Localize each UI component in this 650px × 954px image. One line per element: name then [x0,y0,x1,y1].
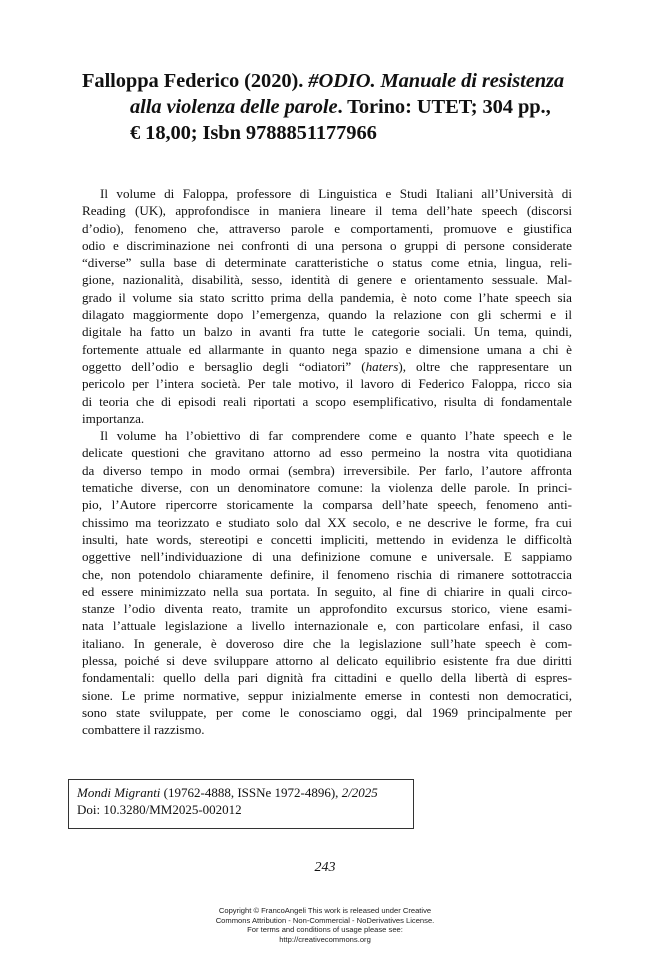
body-line: combattere il razzismo. [82,722,205,738]
body-line: Il volume ha l’obiettivo di far comprendere come e quanto l’hate speech e le [100,428,572,444]
haters-after: ), oltre che rappresentare un [398,358,573,374]
body-line: fondamentali: quello della pari dignità fra cittadini e quello della libertà di espres- [82,670,572,686]
body-line: di teoria che di episodi reali riportati a scopo esemplificativo, risulta di fondamentale [82,393,572,409]
body-line: Reading (UK), approfondisce in maniera lineare il tema dell’hate speech (discorsi [82,203,572,219]
review-body [82,185,572,739]
body-line: tematiche diverse, con un denominatore comune: la violenza delle parole. In princi- [82,480,572,496]
body-line: sione. Le prime normative, seppur inizialmente emerse in contesti non democratici, [82,687,572,703]
license-notice [0,906,650,944]
citation-box [68,779,414,829]
journal-name: Mondi Migranti [77,785,161,800]
license-line: For terms and conditions of usage please see: [247,925,403,935]
haters-term: haters [365,358,399,374]
haters-before: oggetto dell’odio e bersaglio degli “odiatori” ( [82,358,366,374]
body-line [82,358,572,375]
body-line: ed essere minimizzato nella sua portata. In seguito, al fine di chiarire in quali circo- [82,583,572,599]
review-heading [82,68,582,146]
body-line: importanza. [82,410,145,426]
body-line: italiano. In generale, è doveroso dire che la legislazione sull’hate speech è com- [82,635,572,651]
body-line: delicate questioni che gravitano attorno ad esso permeino la nostra vita quotidiana [82,445,572,461]
body-line: che, non potendolo chiaramente definire, il fenomeno rischia di rimanere sottotraccia [82,566,572,582]
body-line: d’odio), fenomeno che, attraverso parole e comportamenti, promuove e giustifica [82,220,572,236]
heading-line-3: € 18,00; Isbn 9788851177966 [130,122,377,144]
body-line: digitale ha fatto un balzo in avanti fra tutte le categorie sociali. Un tema, quindi, [82,324,572,340]
body-line: oggettive nell’individuazione di una definizione comune e universale. E sappiamo [82,549,572,565]
heading-author: Falloppa Federico (2020). [82,70,309,92]
body-line: insulti, hate words, stereotipi e concetti impliciti, mettendo in evidenza le difficoltà [82,531,572,547]
body-line: chissimo ma teorizzato e studiato solo dal XX secolo, e ne descrive le forme, fra cui [82,514,572,530]
heading-book-title: #ODIO. Manuale di resistenza [308,70,565,92]
body-line: stanze l’odio diventa reato, tramite un approfondito excursus storico, viene esami- [82,601,572,617]
body-line: odio e discriminazione nei confronti di una persona o gruppi di persone considerate [82,237,572,253]
heading-line-2 [82,94,582,120]
body-line: da diverso tempo in modo ormai (sembra) irreversibile. Per farlo, l’autore affronta [82,462,572,478]
heading-book-title-cont: alla violenza delle parole [130,96,338,118]
license-line: Copyright © FrancoAngeli This work is released under Creative [218,906,432,915]
journal-issn: (19762-4888, ISSNe 1972-4896), [160,785,342,800]
citation-doi: Doi: 10.3280/MM2025-002012 [77,802,242,817]
body-line: Il volume di Faloppa, professore di Linguistica e Studi Italiani all’Università di [100,186,572,201]
heading-publisher: . Torino: UTET; 304 pp., [337,96,551,118]
body-line: sono state sviluppate, per come le conosciamo oggi, dal 1969 principalmente per [82,704,572,720]
body-line: gione, nazionalità, disabilità, sesso, identità di genere e orientamento sessuale. Mal- [82,272,572,288]
body-line: pericolo per l’intera società. Per tale motivo, il lavoro di Federico Faloppa, ricco sia [82,376,572,392]
body-line: fortemente attuale ed allarmante in quanto nega spazio e dimensione umana a chi è [82,341,572,357]
heading-line-1 [82,68,582,94]
license-line: Commons Attribution - Non-Commercial - NoDerivatives License. [215,915,435,925]
body-line: plessa, poiché si deve sviluppare attorno al delicato equilibrio esistente fra due diritti [82,653,572,669]
citation-journal-line [77,784,413,801]
body-line: nata l’attuale legislazione a livello internazionale e, con particolare enfasi, il caso [82,618,572,634]
body-line: “diverse” sulla base di determinate caratteristiche o status come etnia, lingua, reli- [82,255,572,271]
license-link[interactable]: http://creativecommons.org [279,934,371,944]
page-number: 243 [314,860,336,875]
body-line: pio, l’Autore ripercorre storicamente la comparsa dell’hate speech, fenomeno anti- [82,497,572,513]
body-line: grado il volume sia stato scritto prima della pandemia, è noto come l’hate speech sia [82,289,572,305]
body-line: dilagato maggiormente dopo l’emergenza, quando la relazione con gli schermi e il [82,307,572,323]
journal-issue: 2/2025 [341,785,378,800]
